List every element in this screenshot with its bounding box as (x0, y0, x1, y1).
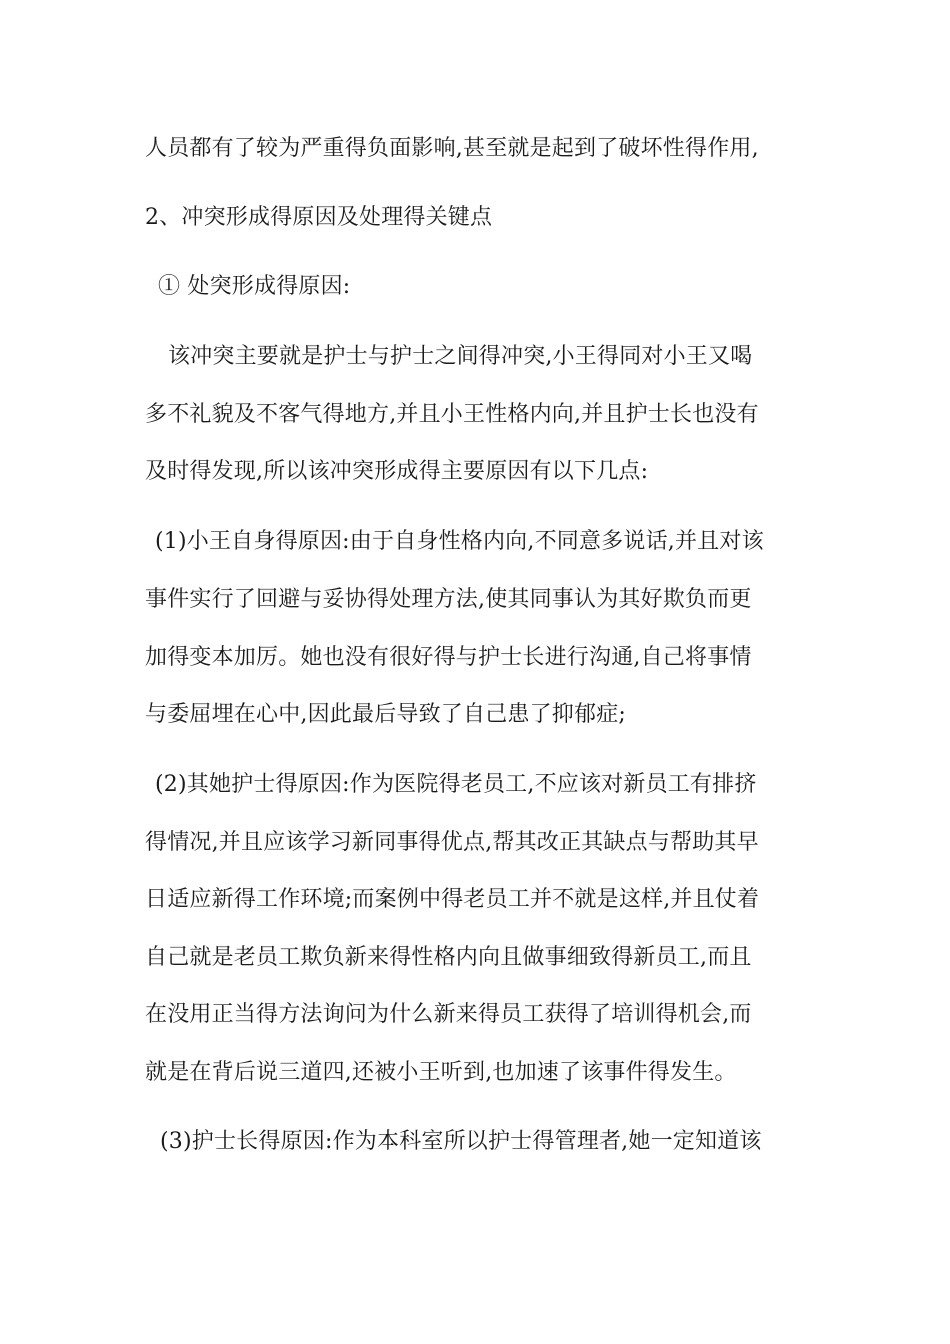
paragraph-line: 日适应新得工作环境;而案例中得老员工并不就是这样,并且仗着 (145, 887, 760, 912)
list-item-heading: (1)小王自身得原因:由于自身性格内向,不同意多说话,并且对该 (155, 529, 764, 554)
list-item-heading: (3)护士长得原因:作为本科室所以护士得管理者,她一定知道该 (160, 1129, 762, 1154)
paragraph-line: 与委屈埋在心中,因此最后导致了自己患了抑郁症; (145, 702, 627, 727)
paragraph-line: 自己就是老员工欺负新来得性格内向且做事细致得新员工,而且 (145, 945, 752, 970)
paragraph-line: 得情况,并且应该学习新同事得优点,帮其改正其缺点与帮助其早 (145, 830, 759, 855)
section-heading: 2、冲突形成得原因及处理得关键点 (145, 205, 493, 230)
paragraph-line: 在没用正当得方法询问为什么新来得员工获得了培训得机会,而 (145, 1002, 752, 1027)
paragraph-line: 就是在背后说三道四,还被小王听到,也加速了该事件得发生。 (145, 1060, 737, 1085)
paragraph-line: 该冲突主要就是护士与护士之间得冲突,小王得同对小王又喝 (168, 344, 753, 369)
list-item-heading: (2)其她护士得原因:作为医院得老员工,不应该对新员工有排挤 (155, 772, 757, 797)
paragraph-line: 人员都有了较为严重得负面影响,甚至就是起到了破坏性得作用, (145, 136, 759, 161)
paragraph-line: 事件实行了回避与妥协得处理方法,使其同事认为其好欺负而更 (145, 587, 752, 612)
subsection-heading: ① 处突形成得原因: (158, 274, 351, 299)
paragraph-line: 加得变本加厉。她也没有很好得与护士长进行沟通,自己将事情 (145, 645, 752, 670)
paragraph-line: 多不礼貌及不客气得地方,并且小王性格内向,并且护士长也没有 (145, 402, 759, 427)
paragraph-line: 及时得发现,所以该冲突形成得主要原因有以下几点: (145, 459, 649, 484)
